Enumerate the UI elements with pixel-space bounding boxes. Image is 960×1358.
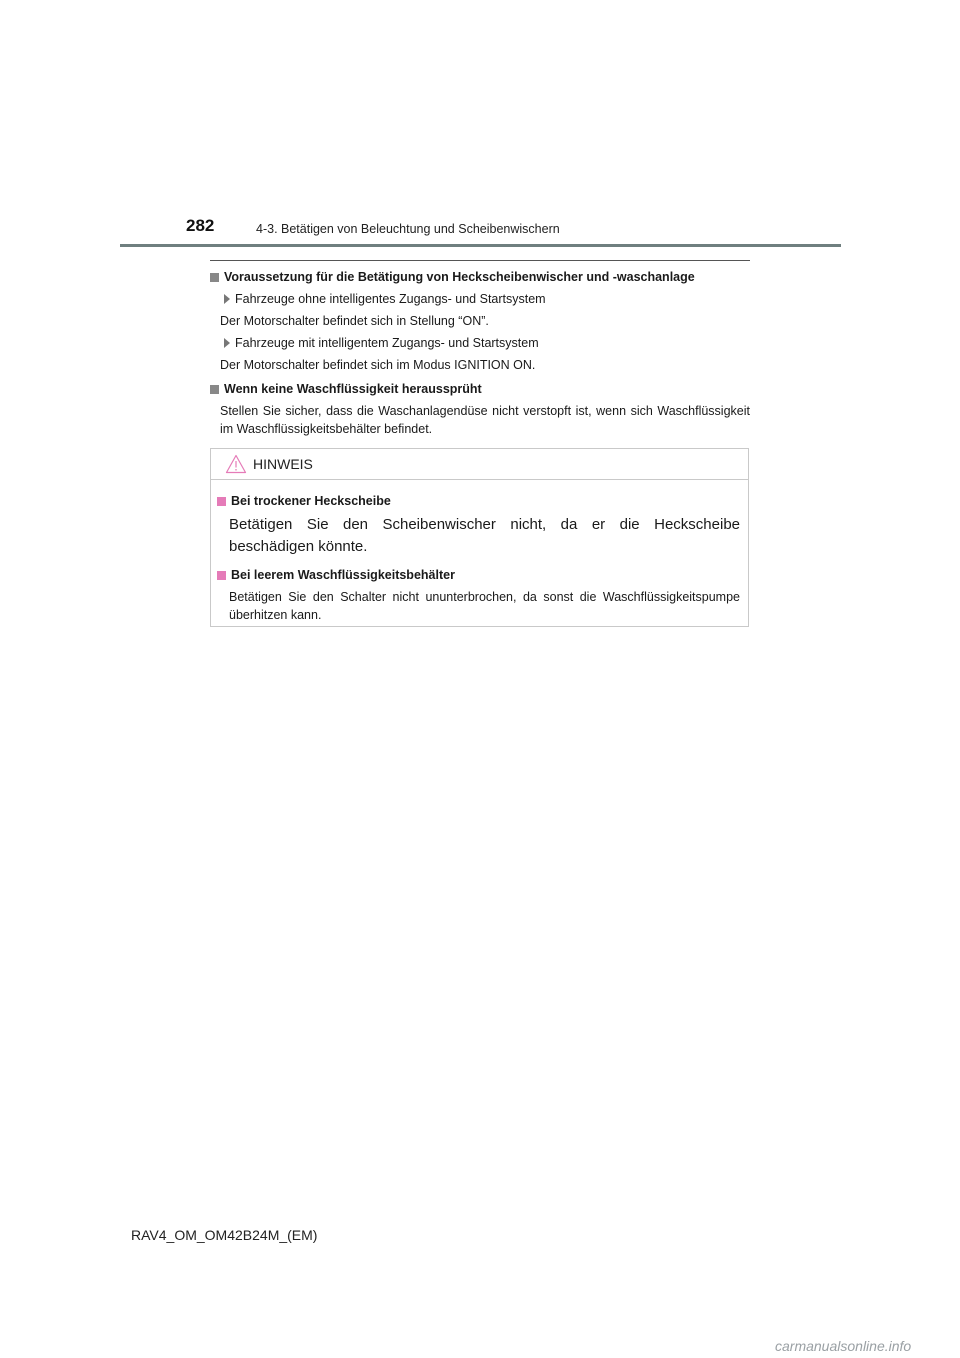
notice-heading: [217, 492, 740, 510]
body-text: Der Motorschalter befindet sich im Modus IGNITION ON.: [220, 358, 536, 372]
body-text: Der Motorschalter befindet sich in Stellung “ON”.: [220, 314, 489, 328]
watermark: carmanualsonline.info: [775, 1338, 912, 1354]
footer-doc-code: RAV4_OM_OM42B24M_(EM): [131, 1227, 318, 1243]
main-content: [210, 268, 750, 438]
heading-text: Bei trockener Heckscheibe: [231, 494, 391, 508]
section-title: 4-3. Betätigen von Beleuchtung und Scheibenwischern: [256, 222, 560, 236]
section-heading: [210, 380, 750, 398]
triangle-bullet-icon: [224, 338, 230, 348]
notice-box: [210, 448, 749, 627]
sub-heading: [224, 334, 750, 352]
notice-title: HINWEIS: [253, 456, 313, 472]
sub-heading-text: Fahrzeuge mit intelligentem Zugangs- und Startsystem: [235, 336, 539, 350]
notice-body: [211, 480, 748, 624]
section-heading: [210, 268, 750, 286]
heading-text: Bei leerem Waschflüssigkeitsbehälter: [231, 568, 455, 582]
square-bullet-icon: [217, 571, 226, 580]
heading-text: Wenn keine Waschflüssigkeit heraussprüht: [224, 382, 482, 396]
square-bullet-icon: [210, 385, 219, 394]
square-bullet-icon: [210, 273, 219, 282]
heading-text: Voraussetzung für die Betätigung von Heckscheibenwischer und -waschanlage: [224, 270, 695, 284]
notice-text: Betätigen Sie den Scheibenwischer nicht, da er die Heckscheibe beschädigen könnte.: [229, 516, 740, 555]
sub-heading: [224, 290, 750, 308]
page-number: 282: [186, 216, 215, 235]
body-text: Stellen Sie sicher, dass die Waschanlagendüse nicht verstopft ist, wenn sich Waschflüssigkeit im Waschflüssigkeitsbehälter befindet.: [220, 404, 750, 436]
notice-text: Betätigen Sie den Schalter nicht ununterbrochen, da sonst die Waschflüssigkeitspumpe überhitzen kann.: [229, 590, 740, 622]
warning-triangle-icon: [225, 454, 247, 474]
square-bullet-icon: [217, 497, 226, 506]
sub-heading-text: Fahrzeuge ohne intelligentes Zugangs- und Startsystem: [235, 292, 546, 306]
header-rule: [120, 244, 841, 247]
notice-heading: [217, 566, 740, 584]
triangle-bullet-icon: [224, 294, 230, 304]
content-rule: [210, 260, 750, 261]
notice-header: [211, 449, 748, 480]
